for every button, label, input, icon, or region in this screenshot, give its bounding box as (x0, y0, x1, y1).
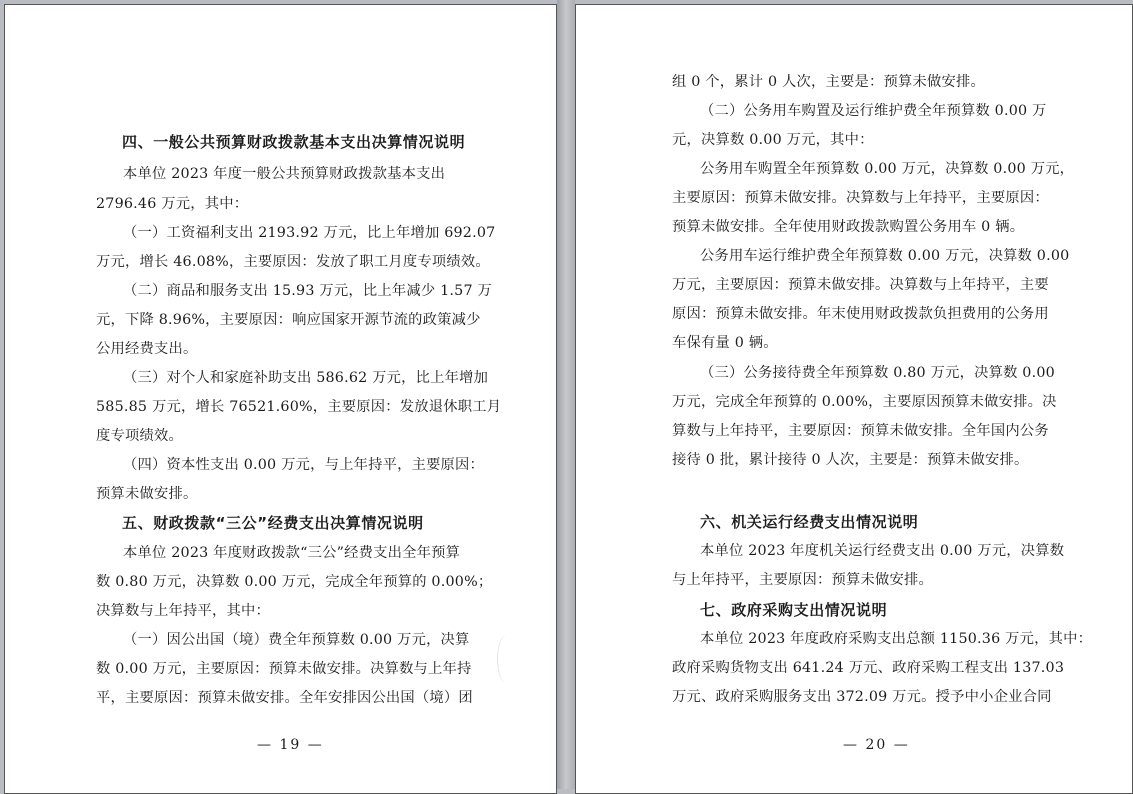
paragraph-line: 原因：预算未做安排。年末使用财政拨款负担费用的公务用 (672, 306, 1049, 322)
section-heading-4: 四、一般公共预算财政拨款基本支出决算情况说明 (122, 133, 466, 151)
section-heading-7: 七、政府采购支出情况说明 (700, 601, 888, 619)
paragraph-line: 万元，增长 46.08%，主要原因：发放了职工月度专项绩效。 (96, 254, 490, 270)
paragraph-line: （二）公务用车购置及运行维护费全年预算数 0.00 万 (700, 103, 1047, 119)
paragraph-line: 元，决算数 0.00 万元，其中： (672, 132, 874, 148)
paragraph-line: 本单位 2023 年度政府采购支出总额 1150.36 万元，其中： (700, 631, 1093, 647)
paragraph-line: 元，下降 8.96%，主要原因：响应国家开源节流的政策减少 (96, 312, 481, 328)
paragraph-line: 预算未做安排。全年使用财政拨款购置公务用车 0 辆。 (672, 219, 1025, 235)
document-page-20 (575, 4, 1133, 794)
paragraph-line: 数 0.00 万元，主要原因：预算未做安排。决算数与上年持 (96, 661, 472, 677)
document-page-19 (4, 4, 557, 794)
paragraph-line: 车保有量 0 辆。 (672, 335, 778, 351)
paragraph-line: 万元、政府采购服务支出 372.09 万元。授予中小企业合同 (672, 689, 1052, 705)
paragraph-line: 平，主要原因：预算未做安排。全年安排因公出国（境）团 (96, 690, 473, 706)
section-heading-5: 五、财政拨款“三公”经费支出决算情况说明 (122, 514, 424, 532)
paragraph-line: （二）商品和服务支出 15.93 万元，比上年减少 1.57 万 (123, 283, 492, 299)
paragraph-line: 预算未做安排。 (96, 486, 198, 502)
paragraph-line: 与上年持平，主要原因：预算未做安排。 (672, 572, 933, 588)
page-number: — 20 — (843, 737, 910, 753)
paragraph-line: （一）工资福利支出 2193.92 万元，比上年增加 692.07 (123, 225, 496, 241)
paragraph-line: 组 0 个，累计 0 人次，主要是：预算未做安排。 (672, 74, 986, 90)
paragraph-line: 本单位 2023 年度一般公共预算财政拨款基本支出 (123, 166, 446, 182)
paragraph-line: 本单位 2023 年度机关运行经费支出 0.00 万元，决算数 (700, 543, 1065, 559)
paragraph-line: （四）资本性支出 0.00 万元，与上年持平，主要原因： (123, 457, 485, 473)
scan-artifact (497, 635, 516, 683)
page-gutter (557, 0, 575, 789)
paragraph-line: 公务用车运行维护费全年预算数 0.00 万元，决算数 0.00 (700, 248, 1070, 264)
paragraph-line: 数 0.80 万元，决算数 0.00 万元，完成全年预算的 0.00%； (96, 574, 493, 590)
paragraph-line: 政府采购货物支出 641.24 万元、政府采购工程支出 137.03 (672, 660, 1065, 676)
paragraph-line: 万元，完成全年预算的 0.00%，主要原因预算未做安排。决 (672, 394, 1057, 410)
paragraph-line: （一）因公出国（境）费全年预算数 0.00 万元，决算 (123, 632, 470, 648)
paragraph-line: 本单位 2023 年度财政拨款“三公”经费支出全年预算 (123, 545, 461, 561)
section-heading-6: 六、机关运行经费支出情况说明 (700, 513, 919, 531)
paragraph-line: 585.85 万元，增长 76521.60%，主要原因：发放退休职工月 (96, 399, 502, 415)
paragraph-line: 决算数与上年持平，其中： (96, 603, 270, 619)
paragraph-line: 主要原因：预算未做安排。决算数与上年持平，主要原因： (672, 190, 1049, 206)
paragraph-line: （三）公务接待费全年预算数 0.80 万元，决算数 0.00 (700, 365, 1055, 381)
page-number: — 19 — (257, 737, 324, 753)
paragraph-line: 接待 0 批，累计接待 0 人次，主要是：预算未做安排。 (672, 452, 1029, 468)
paragraph-line: 公用经费支出。 (96, 341, 198, 357)
paragraph-line: 万元，主要原因：预算未做安排。决算数与上年持平，主要 (672, 277, 1049, 293)
paragraph-line: 公务用车购置全年预算数 0.00 万元，决算数 0.00 万元， (700, 161, 1075, 177)
paragraph-line: （三）对个人和家庭补助支出 586.62 万元，比上年增加 (123, 370, 489, 386)
paragraph-line: 2796.46 万元，其中： (96, 196, 249, 212)
paragraph-line: 度专项绩效。 (96, 428, 183, 444)
paragraph-line: 算数与上年持平，主要原因：预算未做安排。全年国内公务 (672, 423, 1049, 439)
